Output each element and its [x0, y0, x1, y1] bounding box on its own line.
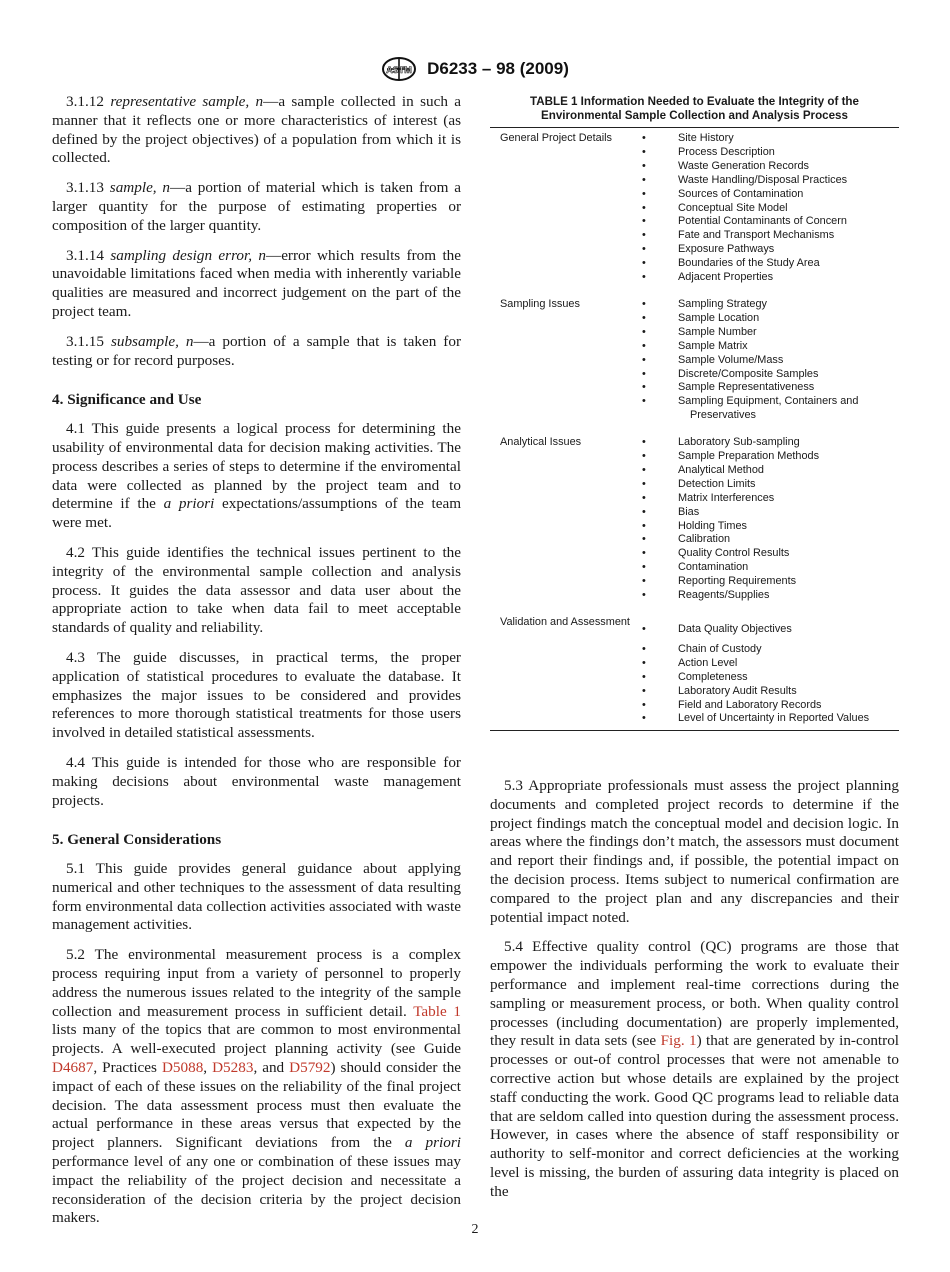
bullet: •: [642, 656, 646, 669]
table-item: [642, 243, 899, 257]
table-item: [642, 257, 899, 271]
bullet: •: [642, 491, 646, 504]
bullet: •: [642, 623, 646, 635]
paragraph-5-1: 5.1 This guide provides general guidance about applying numerical and other techniques to the assessment of data resulting form environmental data collection activities associated with waste management activities.: [52, 860, 461, 934]
bullet: •: [642, 339, 646, 352]
table-item-text: Analytical Method: [678, 463, 764, 476]
table-item: [642, 589, 899, 603]
table-item: [642, 160, 899, 174]
bullet: •: [642, 215, 646, 228]
bullet: •: [642, 297, 646, 310]
definition-3-1-12: 3.1.12 representative sample, n—a sample collected in such a manner that it reflects one or more characteristics of interest (as defined by the project objectives) of a population from which it is collected.: [52, 93, 461, 167]
table-item-text: Sample Preparation Methods: [678, 450, 820, 463]
table-group-label: Sampling Issues: [500, 297, 580, 310]
table-item: [642, 520, 899, 534]
table-item-text: Sample Representativeness: [678, 381, 815, 394]
table-item-text: Sample Location: [678, 311, 760, 324]
bullet: •: [642, 145, 646, 158]
table-item-text: Site History: [678, 132, 734, 144]
left-column: [52, 93, 461, 1239]
table-item: [642, 657, 899, 671]
bullet: •: [642, 575, 646, 588]
table-item-list: [642, 298, 899, 423]
table-item: [642, 685, 899, 699]
table-item-text: Discrete/Composite Samples: [678, 367, 819, 380]
table-item-text: Calibration: [678, 533, 731, 546]
table-item-text: Process Description: [678, 145, 775, 158]
definition-3-1-15: 3.1.15 subsample, n—a portion of a sample that is taken for testing or for record purposes.: [52, 332, 462, 369]
paragraph-4-3: 4.3 The guide discusses, in practical terms, the proper application of statistical procedures to evaluate the database. It emphasizes the major issues to be considered and provides references to more thorough statistical treatments for those users involved in detailed statistical assessments.: [52, 648, 461, 742]
table-item-text: Level of Uncertainty in Reported Values: [678, 712, 870, 725]
table-group-label: General Project Details: [500, 132, 612, 144]
table-item: [642, 450, 899, 464]
table-item-text: Completeness: [678, 670, 748, 683]
d4687-link[interactable]: D4687: [52, 1059, 94, 1077]
page-header: [0, 56, 950, 82]
table-item: [642, 464, 899, 478]
page-number: 2: [471, 1222, 479, 1237]
table-item-text: Quality Control Results: [678, 547, 790, 560]
bullet: •: [642, 325, 646, 338]
table-item: [642, 395, 899, 409]
table-item: [642, 699, 899, 713]
table-item-text: Field and Laboratory Records: [678, 698, 822, 711]
table-1-link[interactable]: Table 1: [413, 1002, 461, 1020]
table-item-text: Reporting Requirements: [678, 575, 797, 588]
table-group: [490, 132, 899, 285]
bullet: •: [642, 132, 646, 144]
table-item: [642, 671, 899, 685]
section-heading-4: 4. Significance and Use: [52, 391, 202, 409]
table-item: [642, 616, 899, 637]
table-group-label: Validation and Assessment: [500, 616, 630, 628]
table-item: [642, 271, 899, 285]
table-body: [490, 127, 899, 731]
table-item-text: Potential Contaminants of Concern: [678, 215, 847, 228]
table-item: [642, 202, 899, 216]
fig-1-link[interactable]: Fig. 1: [660, 1032, 697, 1050]
bullet: •: [642, 533, 646, 546]
table-item-text: Conceptual Site Model: [678, 201, 788, 214]
paragraph-5-4: 5.4 Effective quality control (QC) programs are those that empower the individuals performing the work to evaluate their performance and implement real-time corrections during the sampling or measurement process, or both. When quality control processes (including documentation) are properly implemented, they result in data sets (see Fig. 1) that are generated by in-control processes or out-of control processes that were not amenable to corrective action but whose details are explained by the project staff conducting the work. Good QC programs lead to reliable data that are seldom called into question during the assessment process. However, in cases where the absence of staff responsibility or authority to self-monitor and correct deficiencies at the working level is missing, the burden of assuring data integrity is placed on the: [490, 938, 900, 1200]
table-item: [642, 326, 899, 340]
d5088-link[interactable]: D5088: [161, 1059, 204, 1077]
table-item-text: Waste Generation Records: [678, 159, 809, 172]
table-item-text: Exposure Pathways: [678, 243, 775, 256]
bullet: •: [642, 243, 646, 256]
table-item: [642, 312, 899, 326]
paragraph-4-4: 4.4 This guide is intended for those who are responsible for making decisions about environmental waste management projects.: [52, 753, 461, 809]
table-item: [642, 174, 899, 188]
table-item: [642, 547, 899, 561]
table-item-text: Bias: [678, 505, 700, 518]
table-item-text: Contamination: [678, 561, 749, 574]
table-item: [642, 506, 899, 520]
table-item-list: [642, 436, 899, 603]
table-group: [490, 436, 899, 603]
table-1: [490, 95, 899, 731]
table-item: [642, 146, 899, 160]
bullet: •: [642, 642, 646, 655]
table-item-text: Sampling Equipment, Containers and: [678, 395, 859, 408]
table-item-text: Sampling Strategy: [678, 297, 767, 310]
table-item-text: Action Level: [678, 656, 738, 669]
table-item: [642, 409, 899, 423]
table-title: TABLE 1 Information Needed to Evaluate the Integrity of the Environmental Sample Collection and Analysis Process: [530, 95, 859, 122]
document-id: D6233 – 98 (2009): [427, 59, 569, 78]
table-item: [642, 712, 899, 726]
table-item-list: [642, 132, 899, 285]
bullet: •: [642, 684, 646, 697]
bullet: •: [642, 159, 646, 172]
table-item-text: Fate and Transport Mechanisms: [678, 229, 835, 242]
bullet: •: [642, 670, 646, 683]
bullet: •: [642, 257, 646, 270]
bullet: •: [642, 436, 646, 449]
bullet: •: [642, 477, 646, 490]
bullet: •: [642, 561, 646, 574]
logo-text: ASTM: [386, 65, 412, 75]
astm-logo-icon: [381, 56, 417, 82]
definition-3-1-14: 3.1.14 sampling design error, n—error which results from the unavoidable limitations faced when media with inherently variable qualities are measured and incorrect judgement on the part of the project team.: [52, 246, 462, 320]
table-item-text: Detection Limits: [678, 477, 756, 490]
paragraph-4-1: 4.1 This guide presents a logical process for determining the usability of environmental data for decision making activities. The process describes a series of steps to determine if the enviromental data were collected as planned by the project team and to determine if the a priori expectations/assumptions of the team were met.: [52, 420, 462, 532]
table-item: [642, 340, 899, 354]
paragraph-4-2: 4.2 This guide identifies the technical issues pertinent to the integrity of the environmental sample collection and analysis process. It guides the data assessor and data user about the appropriate action to take when data fail to meet acceptable standards of quality and reliability.: [52, 543, 461, 637]
table-group-label: Analytical Issues: [500, 436, 582, 449]
bullet: •: [642, 463, 646, 476]
table-item-text: Laboratory Sub-sampling: [678, 436, 800, 449]
table-group: [490, 616, 899, 726]
table-item: [642, 381, 899, 395]
bullet: •: [642, 589, 646, 602]
table-item-text: Waste Handling/Disposal Practices: [678, 173, 848, 186]
table-item: [642, 368, 899, 382]
table-item-list: [642, 616, 899, 726]
bullet: •: [642, 271, 646, 284]
bullet: •: [642, 712, 646, 725]
table-group: [490, 298, 899, 423]
table-item-text: Reagents/Supplies: [678, 589, 770, 602]
section-heading-5: 5. General Considerations: [52, 831, 222, 849]
table-item-text: Data Quality Objectives: [678, 623, 792, 635]
table-item-text: Adjacent Properties: [678, 271, 774, 284]
table-item-text: Sample Number: [678, 325, 757, 338]
table-item: [642, 132, 899, 146]
table-item-text: Sample Matrix: [678, 339, 748, 352]
bullet: •: [642, 187, 646, 200]
d5792-link[interactable]: D5792: [289, 1059, 331, 1077]
bullet: •: [642, 353, 646, 366]
bullet: •: [642, 450, 646, 463]
right-column: [490, 777, 899, 1213]
table-item: [642, 575, 899, 589]
table-item: [642, 643, 899, 657]
table-item: [642, 533, 899, 547]
table-item: [642, 478, 899, 492]
table-item-text: Preservatives: [690, 409, 756, 422]
table-item-text: Laboratory Audit Results: [678, 684, 797, 697]
table-item: [642, 229, 899, 243]
bullet: •: [642, 547, 646, 560]
bullet: •: [642, 311, 646, 324]
paragraph-5-2: 5.2 The environmental measurement process is a complex process requiring input from a variety of personnel to properly address the numerous issues related to the integrity of the sample collection and measurement process in sufficient detail. Table 1 lists many of the topics that are common to most environmental projects. A well-executed project planning activity (see Guide D4687, Practices D5088, D5283, and D5792) should consider the impact of each of these issues on the reliability of the final project decision. The data assessment process must then evaluate the actual performance in these areas versus that expected by the project planners. Significant deviations from the a priori performance level of any one or combination of these issues may impact the reliability of the project decision and necessitate a reconsideration of the decision criteria by the project decision makers.: [52, 946, 462, 1227]
bullet: •: [642, 519, 646, 532]
d5283-link[interactable]: D5283: [212, 1059, 254, 1077]
table-item-text: Chain of Custody: [678, 642, 762, 655]
table-item: [642, 188, 899, 202]
table-item-text: Boundaries of the Study Area: [678, 257, 820, 270]
bullet: •: [642, 229, 646, 242]
table-item: [642, 215, 899, 229]
table-item: [642, 298, 899, 312]
paragraph-5-3: 5.3 Appropriate professionals must assess the project planning documents and completed project records to determine if the project findings match the conceptual model and decision logic. In areas where the findings don’t match, the assessors must document and report their findings and, if possible, the potential impact on the decision process. Items subject to numerical confirmation are compared to the project plan and any discrepancies and their potential impact noted.: [490, 777, 899, 926]
definition-3-1-13: 3.1.13 sample, n—a portion of material which is taken from a larger quantity for the purpose of estimating properties or composition of the larger quantity.: [52, 179, 462, 234]
bullet: •: [642, 381, 646, 394]
table-item-text: Holding Times: [678, 519, 748, 532]
bullet: •: [642, 698, 646, 711]
bullet: •: [642, 367, 646, 380]
bullet: •: [642, 395, 646, 408]
table-item: [642, 561, 899, 575]
bullet: •: [642, 201, 646, 214]
table-item-text: Sources of Contamination: [678, 187, 804, 200]
table-item: [642, 354, 899, 368]
bullet: •: [642, 173, 646, 186]
bullet: •: [642, 505, 646, 518]
table-item: [642, 492, 899, 506]
table-item: [642, 436, 899, 450]
table-item-text: Sample Volume/Mass: [678, 353, 784, 366]
table-item-text: Matrix Interferences: [678, 491, 775, 504]
